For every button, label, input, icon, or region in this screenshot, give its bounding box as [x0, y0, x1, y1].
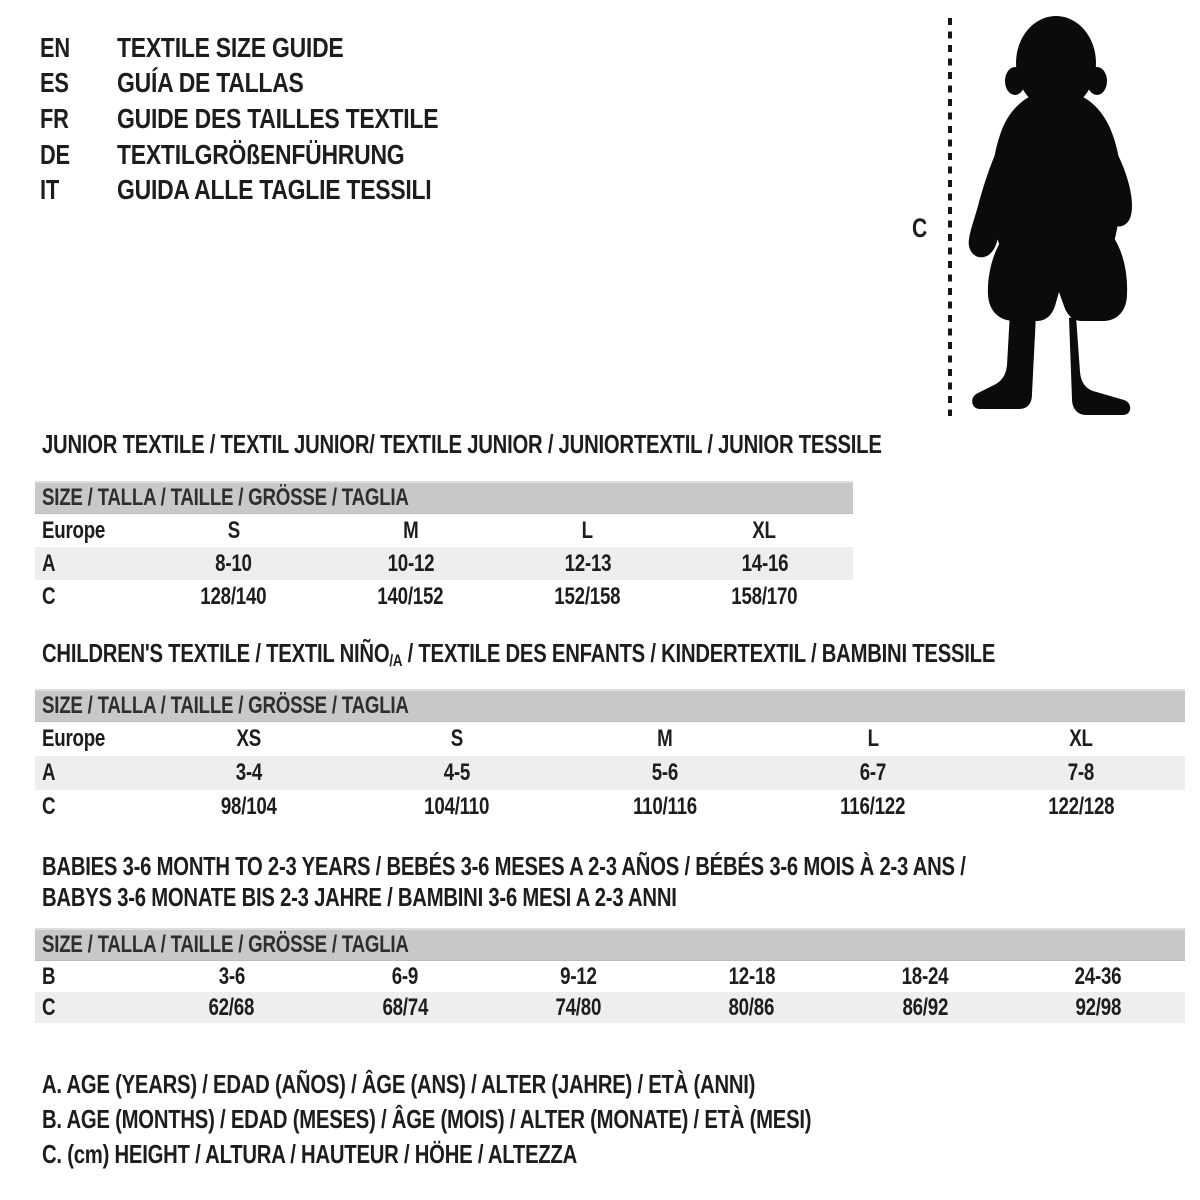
- size-cell: M: [657, 725, 673, 752]
- row-label: C: [42, 582, 56, 610]
- babies-table-title: BABIES 3-6 MONTH TO 2-3 YEARS / BEBÉS 3-6 MESES A 2-3 AÑOS / BÉBÉS 3-6 MOIS À 2-3 ANS / BABYS 3-6 MONATE BIS 2-3 JAHRE / BAMBINI 3-6 MESI A 2-3 ANNI: [42, 851, 966, 912]
- row-label: C: [42, 793, 56, 820]
- junior-size-table: [35, 481, 853, 613]
- size-header-label: SIZE / TALLA / TAILLE / GRÖSSE / TAGLIA: [42, 484, 409, 511]
- legend-line-a: A. AGE (YEARS) / EDAD (AÑOS) / ÂGE (ANS) / ALTER (JAHRE) / ETÀ (ANNI): [42, 1069, 756, 1099]
- value-cell: 12-18: [728, 962, 776, 990]
- toddler-silhouette: [880, 0, 1140, 420]
- value-cell: 5-6: [651, 759, 679, 786]
- size-header-band: [35, 689, 1185, 722]
- language-label: TEXTILGRÖßENFÜHRUNG: [117, 138, 405, 170]
- table-row-age-months: [35, 961, 1185, 992]
- size-cell: L: [867, 725, 879, 752]
- height-measure-label: C: [912, 213, 927, 243]
- value-cell: 6-9: [391, 962, 419, 990]
- language-title-block: [40, 30, 509, 208]
- language-row-en: [40, 30, 509, 66]
- value-cell: 3-4: [235, 759, 263, 786]
- row-label: C: [42, 993, 56, 1021]
- value-cell: 18-24: [901, 962, 949, 990]
- language-label: TEXTILE SIZE GUIDE: [117, 31, 344, 63]
- children-table-title: CHILDREN'S TEXTILE / TEXTIL $NIÑO_{/A}$ / TEXTILE DES ENFANTS / KINDERTEXTIL / BAMBINI TESSILE: [42, 638, 996, 670]
- table-row-europe: [35, 514, 853, 547]
- language-row-it: [40, 172, 509, 208]
- row-label: Europe: [42, 516, 106, 544]
- row-label: A: [42, 759, 56, 786]
- value-cell: 80/86: [728, 993, 775, 1021]
- language-code: DE: [40, 138, 70, 170]
- table-row-age-years: [35, 547, 853, 580]
- size-cell: S: [450, 725, 464, 752]
- value-cell: 92/98: [1075, 993, 1122, 1021]
- value-cell: 4-5: [443, 759, 471, 786]
- value-cell: 24-36: [1074, 962, 1122, 990]
- size-cell: L: [581, 516, 594, 544]
- size-cell: XL: [1069, 725, 1093, 752]
- size-cell: XL: [752, 516, 777, 544]
- legend-line-b: B. AGE (MONTHS) / EDAD (MESES) / ÂGE (MOIS) / ALTER (MONATE) / ETÀ (MESI): [42, 1104, 812, 1134]
- value-cell: 128/140: [200, 582, 267, 610]
- language-code: IT: [40, 174, 59, 206]
- language-row-es: [40, 66, 509, 102]
- language-label: GUIDA ALLE TAGLIE TESSILI: [117, 174, 432, 206]
- junior-table-title: JUNIOR TEXTILE / TEXTIL JUNIOR/ TEXTILE JUNIOR / JUNIORTEXTIL / JUNIOR TESSILE: [42, 429, 882, 459]
- table-row-height-cm: [35, 580, 853, 613]
- value-cell: 116/122: [840, 793, 906, 820]
- size-header-band: [35, 928, 1185, 961]
- language-row-fr: [40, 101, 509, 137]
- value-cell: 122/128: [1047, 793, 1115, 820]
- row-label: A: [42, 549, 56, 577]
- size-cell: XS: [236, 725, 262, 752]
- value-cell: 9-12: [560, 962, 597, 990]
- language-label: GUÍA DE TALLAS: [117, 67, 304, 99]
- size-cell: S: [227, 516, 240, 544]
- value-cell: 74/80: [555, 993, 602, 1021]
- value-cell: 110/116: [633, 793, 697, 820]
- value-cell: 104/110: [424, 793, 490, 820]
- table-row-europe: [35, 722, 1185, 756]
- value-cell: 10-12: [387, 549, 434, 577]
- value-cell: 62/68: [208, 993, 255, 1021]
- size-header-label: SIZE / TALLA / TAILLE / GRÖSSE / TAGLIA: [42, 692, 409, 719]
- value-cell: 6-7: [859, 759, 887, 786]
- value-cell: 68/74: [382, 993, 428, 1021]
- value-cell: 3-6: [218, 962, 245, 990]
- size-cell: M: [402, 516, 419, 544]
- value-cell: 8-10: [215, 549, 252, 577]
- value-cell: 158/170: [731, 582, 798, 610]
- table-row-height-cm: [35, 790, 1185, 824]
- table-row-height-cm: [35, 992, 1185, 1023]
- row-label: Europe: [42, 725, 106, 752]
- value-cell: 86/92: [902, 993, 948, 1021]
- language-code: ES: [40, 67, 69, 99]
- children-size-table: [35, 689, 1185, 824]
- row-label: B: [42, 962, 56, 990]
- language-row-de: [40, 137, 509, 173]
- size-header-label: SIZE / TALLA / TAILLE / GRÖSSE / TAGLIA: [42, 931, 409, 958]
- legend-line-c: C. (cm) HEIGHT / ALTURA / HAUTEUR / HÖHE / ALTEZZA: [42, 1139, 578, 1169]
- language-code: FR: [40, 102, 69, 134]
- measure-legend: [42, 1067, 1028, 1172]
- babies-size-table: [35, 928, 1185, 1023]
- table-row-age-years: [35, 756, 1185, 790]
- size-header-band: [35, 481, 853, 514]
- value-cell: 14-16: [741, 549, 788, 577]
- value-cell: 140/152: [377, 582, 444, 610]
- value-cell: 152/158: [554, 582, 621, 610]
- value-cell: 7-8: [1067, 759, 1095, 786]
- value-cell: 98/104: [221, 793, 277, 820]
- language-code: EN: [40, 31, 70, 63]
- value-cell: 12-13: [564, 549, 611, 577]
- language-label: GUIDE DES TAILLES TEXTILE: [117, 102, 439, 134]
